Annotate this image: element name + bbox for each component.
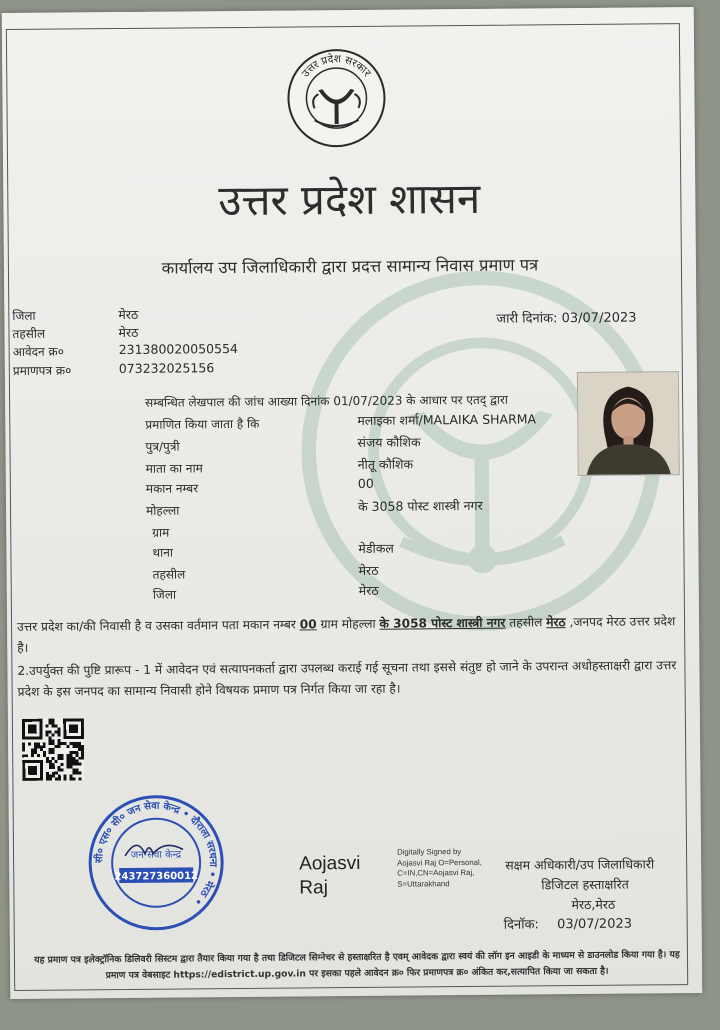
meta-label: प्रमाणपत्र क्र० — [12, 363, 72, 378]
certificate-sheet — [2, 7, 703, 999]
meta-label: तहसील — [12, 326, 46, 341]
detail-value: मेरठ — [358, 582, 379, 598]
detail-label: पुत्र/पुत्री — [145, 439, 180, 454]
detail-label: जिला — [152, 587, 177, 602]
footer-note: यह प्रमाण पत्र इलेक्ट्रॉनिक डिलिवरी सिस्टम द्वारा तैयार किया गया है तथा डिजिटल सिग्नेचर से हस्ताक्षरित है एवम् आवेदक द्वारा स्वयं की लॉग इन आइडी के माध्यम से डाउनलोड किया गया है। यह प्रमाण पत्र वेबसाइट https://edistrict.up.gov.in पर इसका पहले आवेदन क्र० फिर प्रमाणपत्र क्र० अंकित कर,सत्यापित किया जा सकता है। — [34, 949, 680, 982]
signer-name: Aojasvi Raj — [299, 852, 361, 899]
detail-value: मेडीकल — [358, 540, 394, 556]
detail-label: मोहल्ला — [145, 503, 180, 518]
signature-type: डिजिटल हस्ताक्षरित — [541, 876, 629, 893]
detail-value: के 3058 पोस्ट शास्त्री नगर — [357, 497, 483, 514]
stamp-center-name: जन सेवा केन्द्र — [130, 849, 182, 861]
document-title: उत्तर प्रदेश शासन — [218, 173, 481, 226]
intro-line-2-label: प्रमाणित किया जाता है कि — [145, 416, 260, 432]
official-stamp — [87, 793, 226, 932]
detail-label: मकान नम्बर — [145, 481, 199, 496]
emblem-ring-text: उत्तर प्रदेश सरकार — [299, 53, 373, 80]
meta-label: जिला — [12, 308, 36, 323]
residence-paragraph: उत्तर प्रदेश का/की निवासी है व उसका वर्तमान पता मकान नम्बर 00 ग्राम मोहल्ला के 3058 पोस्ट शास्त्री नगर तहसील मेरठ ,जनपद मेरठ उत्तर प्रदेश है। — [17, 614, 676, 655]
meta-value: मेरठ — [118, 306, 139, 323]
applicant-name: मलाइका शर्मा/MALAIKA SHARMA — [357, 411, 537, 428]
digital-signature-info: Digitally Signed by Aojasvi Raj O=Personal, C=IN,CN=Aojasvi Raj, S=Uttarakhand — [397, 847, 482, 889]
detail-value: नीतू कौशिक — [357, 456, 414, 472]
detail-label: थाना — [152, 545, 174, 560]
meta-value: 073232025156 — [118, 360, 215, 377]
issue-date-label: जारी दिनांक: — [496, 311, 558, 327]
up-emblem — [284, 46, 389, 151]
issue-date — [496, 308, 636, 327]
meta-label: आवेदन क्र० — [12, 344, 64, 359]
detail-value: संजय कौशिक — [357, 434, 421, 450]
signature-date: दिनॉक: 03/07/2023 — [503, 916, 633, 933]
applicant-photo — [577, 371, 680, 476]
signer-designation: सक्षम अधिकारी/उप जिलाधिकारी — [505, 856, 655, 873]
detail-value: मेरठ — [358, 562, 379, 578]
signature-place: मेरठ,मेरठ — [571, 896, 616, 913]
meta-value: मेरठ — [118, 324, 139, 341]
detail-value: 00 — [357, 475, 374, 491]
detail-label: ग्राम — [152, 525, 170, 540]
intro-line-1: सम्बन्धित लेखपाल की जांच आख्या दिनांक 01/07/2023 के आधार पर एतद् द्वारा — [145, 392, 509, 410]
detail-label: तहसील — [152, 567, 186, 582]
issue-date-value: 03/07/2023 — [561, 310, 637, 327]
detail-label: माता का नाम — [145, 461, 203, 476]
document-subtitle: कार्यालय उप जिलाधिकारी द्वारा प्रदत्त सामान्य निवास प्रमाण पत्र — [161, 255, 539, 278]
meta-value: 231380020050554 — [118, 340, 239, 358]
stamp-ring-text: सी० एस० सी० जन सेवा केन्द्र • दौराला सरधना • मेरठ • — [93, 800, 219, 908]
verification-paragraph: 2.उपर्युक्त की पुष्टि प्रारूप - 1 में आवेदन एवं सत्यापनकर्ता द्वारा उपलब्ध कराई गई सूचना तथा इससे संतुष्ट हो जाने के उपरान्त अधोहस्ताक्षरी द्वारा उत्तर प्रदेश के इस जनपद का सामान्य निवासी होने विषयक प्रमाण पत्र निर्गत किया जा रहा है। — [17, 658, 677, 699]
qr-code — [22, 718, 85, 781]
stamp-code: 243727360012 — [114, 870, 199, 883]
